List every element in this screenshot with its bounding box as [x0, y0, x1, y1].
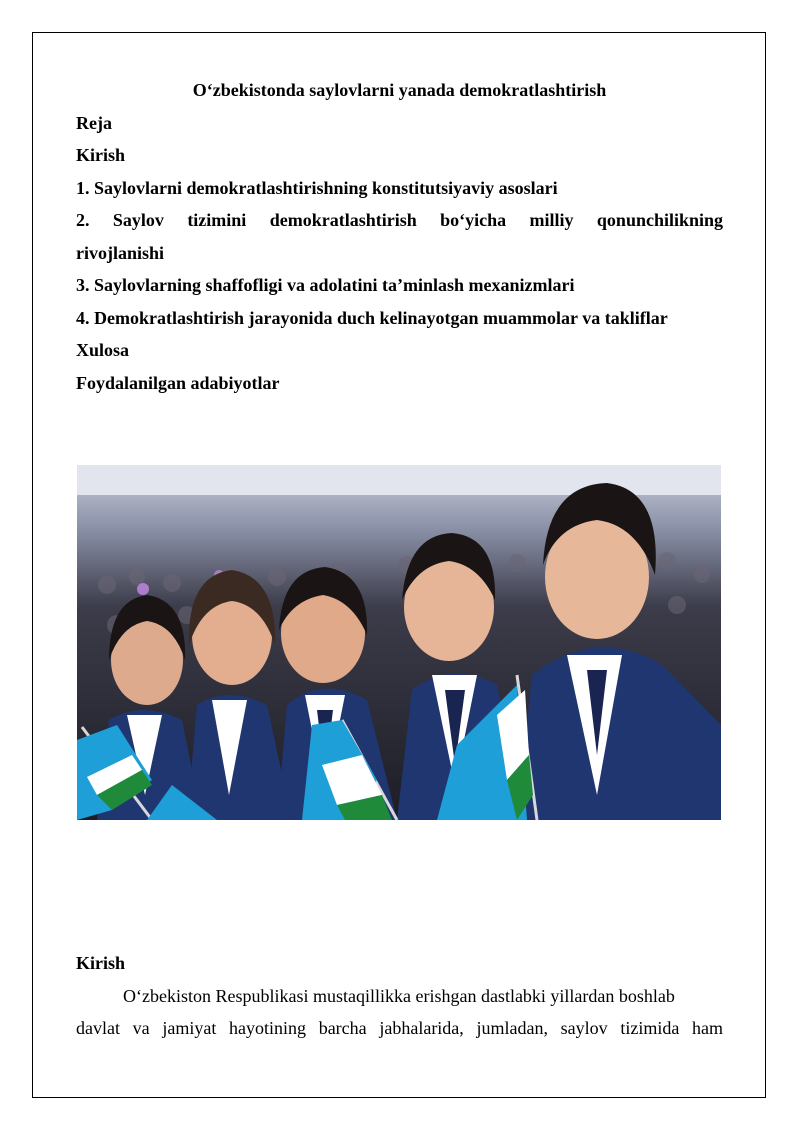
toc-item-1: 1. Saylovlarni demokratlashtirishning konstitutsiyaviy asoslari	[76, 177, 558, 198]
toc-item-conclusion: Xulosa	[76, 340, 130, 360]
paragraph-line-1: O‘zbekiston Respublikasi mustaqillikka erishgan dastlabki yillardan boshlab	[123, 985, 675, 1006]
document-title: O‘zbekistonda saylovlarni yanada demokratlashtirish	[192, 80, 607, 100]
toc-item-4: 4. Demokratlashtirish jarayonida duch kelinayotgan muammolar va takliflar	[76, 307, 668, 328]
toc-item-intro: Kirish	[76, 145, 126, 165]
toc-item-2-continued: rivojlanishi	[76, 242, 165, 263]
photo-young-women-with-flags	[77, 465, 721, 820]
toc-item-3: 3. Saylovlarning shaffofligi va adolatini ta’minlash mexanizmlari	[76, 275, 575, 295]
document-body	[76, 74, 723, 399]
toc-item-2: 2. Saylov tizimini demokratlashtirish bo‘yicha milliy qonunchilikning	[76, 210, 723, 230]
toc-item-references: Foydalanilgan adabiyotlar	[76, 372, 280, 393]
introduction-section	[76, 947, 723, 1045]
section-heading: Kirish	[76, 953, 126, 973]
paragraph-line-2: davlat va jamiyat hayotining barcha jabhalarida, jumladan, saylov tizimida ham	[76, 1018, 723, 1038]
plan-heading: Reja	[76, 112, 112, 133]
